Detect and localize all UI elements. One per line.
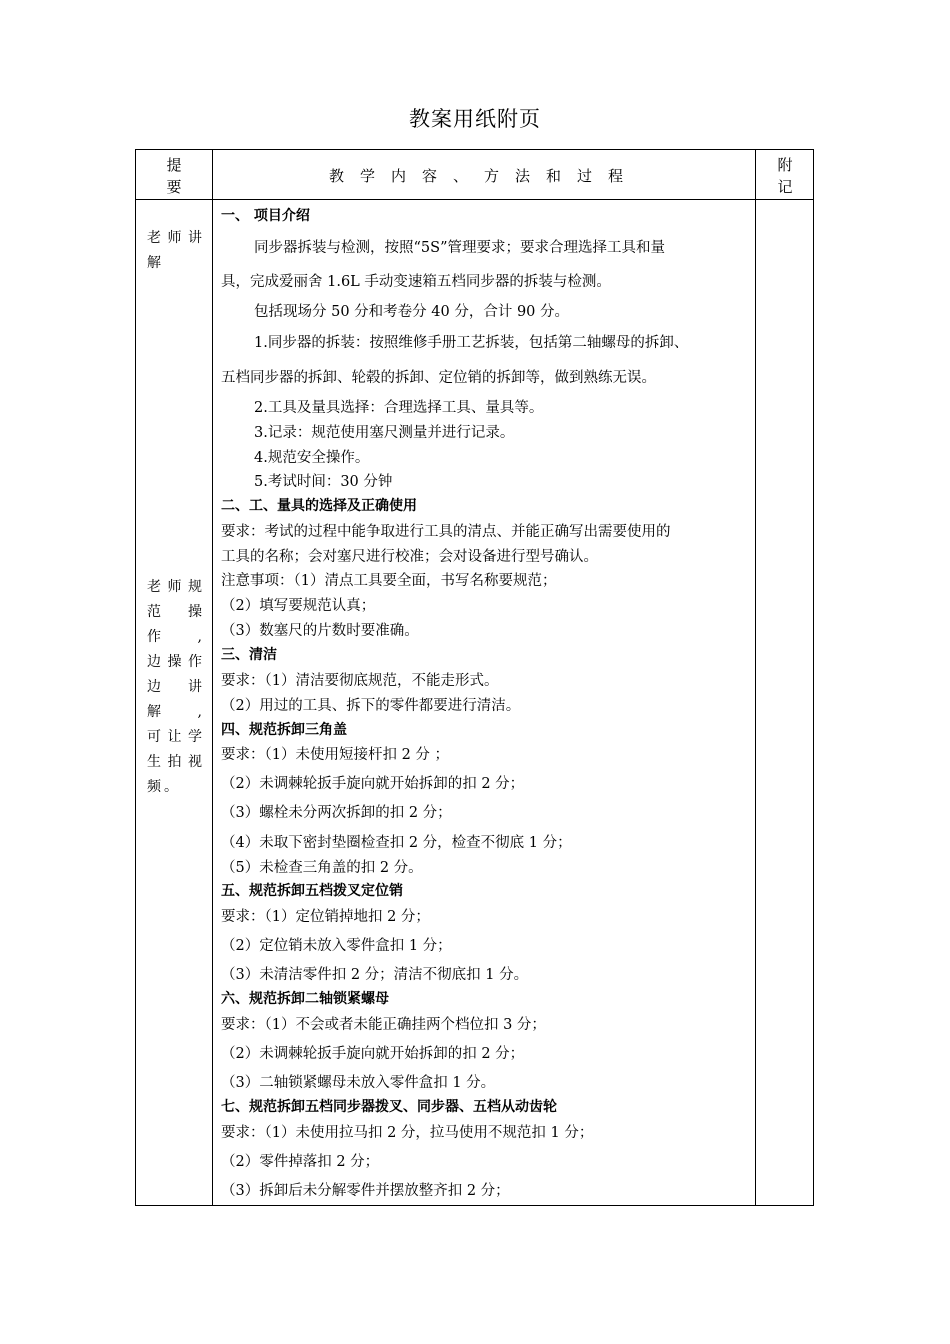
content-line: （3）二轴锁紧螺母未放入零件盒扣 1 分。 <box>221 1075 496 1091</box>
margin-note-demo <box>147 575 205 800</box>
note-line: 老师规 <box>147 579 205 595</box>
content-line: 要求：（1）不会或者未能正确挂两个档位扣 3 分； <box>221 1017 546 1033</box>
note-line: 解 <box>147 255 164 271</box>
section-heading: 四、规范拆卸三角盖 <box>221 722 347 738</box>
content-line: 要求：（1）定位销掉地扣 2 分； <box>221 909 430 925</box>
content-line: （2）零件掉落扣 2 分； <box>221 1154 380 1170</box>
content-line: （3）螺栓未分两次拆卸的扣 2 分； <box>221 805 452 821</box>
column-divider <box>755 150 756 1205</box>
section-heading: 六、规范拆卸二轴锁紧螺母 <box>221 991 389 1007</box>
note-line: 老师讲 <box>147 230 205 246</box>
content-line: （3）拆卸后未分解零件并摆放整齐扣 2 分； <box>221 1183 510 1199</box>
section-heading: 一、 项目介绍 <box>221 208 310 224</box>
content-line: （3）数塞尺的片数时要准确。 <box>221 623 419 639</box>
content-line: （2）未调棘轮扳手旋向就开始拆卸的扣 2 分； <box>221 1046 525 1062</box>
header-content: 教学内容、方法和过程 <box>328 167 639 185</box>
note-line: 频。 <box>147 779 181 795</box>
lesson-table <box>135 149 814 1206</box>
section-heading: 三、清洁 <box>221 647 277 663</box>
content-line: （3）未清洁零件扣 2 分；清洁不彻底扣 1 分。 <box>221 967 529 983</box>
header-summary-line: 要 <box>166 178 182 196</box>
header-notes-line: 附 <box>777 156 793 174</box>
content-line: 5.考试时间：30 分钟 <box>254 474 393 490</box>
content-line: （2）未调棘轮扳手旋向就开始拆卸的扣 2 分； <box>221 776 525 792</box>
content-line: 2.工具及量具选择：合理选择工具、量具等。 <box>254 400 544 416</box>
section-heading: 七、规范拆卸五档同步器拨叉、同步器、五档从动齿轮 <box>221 1099 557 1115</box>
content-line: （2）填写要规范认真； <box>221 598 376 614</box>
content-line: 要求：（1）未使用拉马扣 2 分，拉马使用不规范扣 1 分； <box>221 1125 594 1141</box>
content-line: 要求：（1）清洁要彻底规范，不能走形式。 <box>221 673 499 689</box>
content-line: 注意事项：（1）清点工具要全面，书写名称要规范； <box>221 573 557 589</box>
page-title: 教案用纸附页 <box>409 107 541 131</box>
note-line: 可让学 <box>147 729 205 745</box>
content-line: （4）未取下密封垫圈检查扣 2 分，检查不彻底 1 分； <box>221 835 572 851</box>
content-line: 要求：（1）未使用短接杆扣 2 分 ； <box>221 747 450 763</box>
content-line: （5）未检查三角盖的扣 2 分。 <box>221 860 423 876</box>
content-line: 3.记录：规范使用塞尺测量并进行记录。 <box>254 425 515 441</box>
header-summary-line: 提 <box>166 156 182 174</box>
note-line: 范操作, <box>147 604 205 645</box>
margin-note-explain <box>147 226 205 276</box>
content-line: 1.同步器的拆装：按照维修手册工艺拆装，包括第二轴螺母的拆卸、 <box>254 335 689 351</box>
header-notes <box>756 154 814 198</box>
content-line: 五档同步器的拆卸、轮毂的拆卸、定位销的拆卸等，做到熟练无误。 <box>221 370 656 386</box>
content-line: 要求：考试的过程中能争取进行工具的清点、并能正确写出需要使用的 <box>221 524 671 540</box>
header-divider <box>136 199 813 200</box>
section-heading: 五、规范拆卸五档拨叉定位销 <box>221 883 403 899</box>
note-line: 生拍视 <box>147 754 205 770</box>
note-line: 边操作 <box>147 654 205 670</box>
header-notes-line: 记 <box>777 178 793 196</box>
content-line: 包括现场分 50 分和考卷分 40 分，合计 90 分。 <box>254 304 570 320</box>
section-heading: 二、工、量具的选择及正确使用 <box>221 498 417 514</box>
content-line: 工具的名称；会对塞尺进行校准；会对设备进行型号确认。 <box>221 549 598 565</box>
header-summary <box>136 154 212 198</box>
column-divider <box>212 150 213 1205</box>
note-line: 边讲解, <box>147 679 205 720</box>
content-line: 4.规范安全操作。 <box>254 450 370 466</box>
content-line: （2）定位销未放入零件盒扣 1 分； <box>221 938 452 954</box>
content-line: 具，完成爱丽舍 1.6L 手动变速箱五档同步器的拆装与检测。 <box>221 274 611 290</box>
content-line: （2）用过的工具、拆下的零件都要进行清洁。 <box>221 698 521 714</box>
content-line: 同步器拆装与检测，按照“5S”管理要求；要求合理选择工具和量 <box>254 240 665 256</box>
